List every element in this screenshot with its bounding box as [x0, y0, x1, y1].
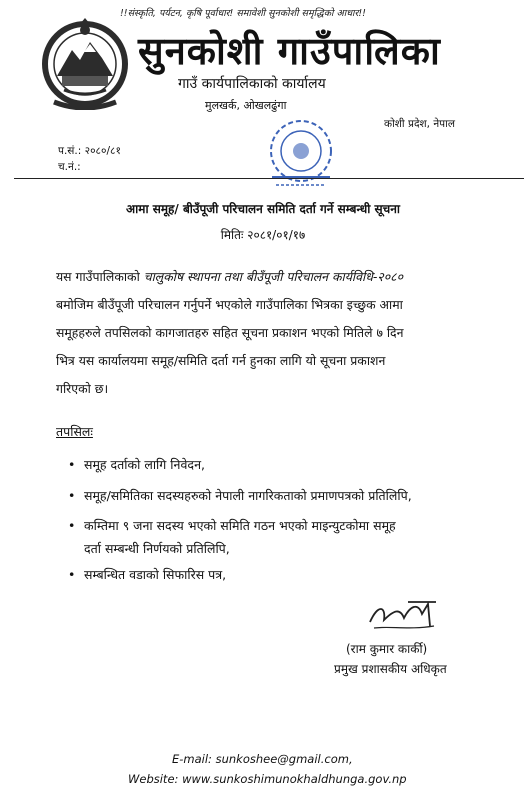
- email-label: E-mail:: [172, 752, 212, 766]
- reference-number: प.सं.: २०८०/८१: [58, 145, 121, 157]
- body-line: समूहहरुले तपसिलको कागजातहरु सहित सूचना प्रकाशन भएको मितिले ७ दिन: [56, 325, 404, 340]
- details-heading: तपसिलः: [56, 424, 93, 439]
- list-item: • कम्तिमा ९ जना सदस्य भएको समिति गठन भएको माइन्युटकोमा समूह: [68, 518, 396, 533]
- header-divider: [14, 178, 524, 179]
- email-link[interactable]: sunkoshee@gmail.com: [215, 752, 349, 766]
- municipality-title: सुनकोशी गाउँपालिका: [138, 29, 441, 73]
- municipality-emblem: [40, 18, 130, 110]
- list-item: • सम्बन्धित वडाको सिफारिस पत्र,: [68, 567, 227, 582]
- office-stamp: [262, 111, 340, 193]
- body-line: यस गाउँपालिकाको चालुकोष स्थापना तथा बीउँपूजी परिचालन कार्यविधि-२०८०: [56, 269, 404, 284]
- slogan: !!संस्कृति, पर्यटन, कृषि पूर्वाधार! समावेशी सुनकोशी समृद्धिको आधार!!: [120, 8, 366, 19]
- website-link[interactable]: www.sunkoshimunokhaldhunga.gov.np: [182, 772, 407, 786]
- body-line: भित्र यस कार्यालयमा समूह/समिति दर्ता गर्न हुनका लागि यो सूचना प्रकाशन: [56, 353, 386, 368]
- province-label: कोशी प्रदेश, नेपाल: [384, 118, 455, 130]
- office-address: मुलखर्क, ओखलढुंगा: [205, 99, 287, 112]
- body-line: गरिएको छ।: [56, 381, 109, 396]
- website-label: Website:: [128, 772, 179, 786]
- list-item: • समूह दर्ताको लागि निवेदन,: [68, 457, 205, 472]
- signatory-name: (राम कुमार कार्की): [346, 642, 428, 656]
- footer-website: [128, 772, 407, 786]
- office-name: गाउँ कार्यपालिकाको कार्यालय: [178, 76, 326, 92]
- notice-subject: आमा समूह/ बीउँपूजी परिचालन समिति दर्ता गर्ने सम्बन्धी सूचना: [126, 202, 400, 216]
- list-item-continuation: दर्ता सम्बन्धी निर्णयको प्रतिलिपि,: [84, 541, 230, 556]
- body-line: बमोजिम बीउँपूजी परिचालन गर्नुपर्ने भएकोले गाउँपालिका भित्रका इच्छुक आमा: [56, 297, 403, 312]
- signature: [364, 596, 444, 636]
- signatory-title: प्रमुख प्रशासकीय अधिकृत: [334, 662, 447, 676]
- list-item: • समूह/समितिका सदस्यहरुको नेपाली नागरिकताको प्रमाणपत्रको प्रतिलिपि,: [68, 488, 412, 503]
- notice-date: मितिः २०८१/०१/१७: [220, 228, 306, 242]
- email-tail: ,: [348, 752, 353, 766]
- footer-email: [172, 752, 353, 766]
- dispatch-number: च.नं.:: [58, 161, 81, 173]
